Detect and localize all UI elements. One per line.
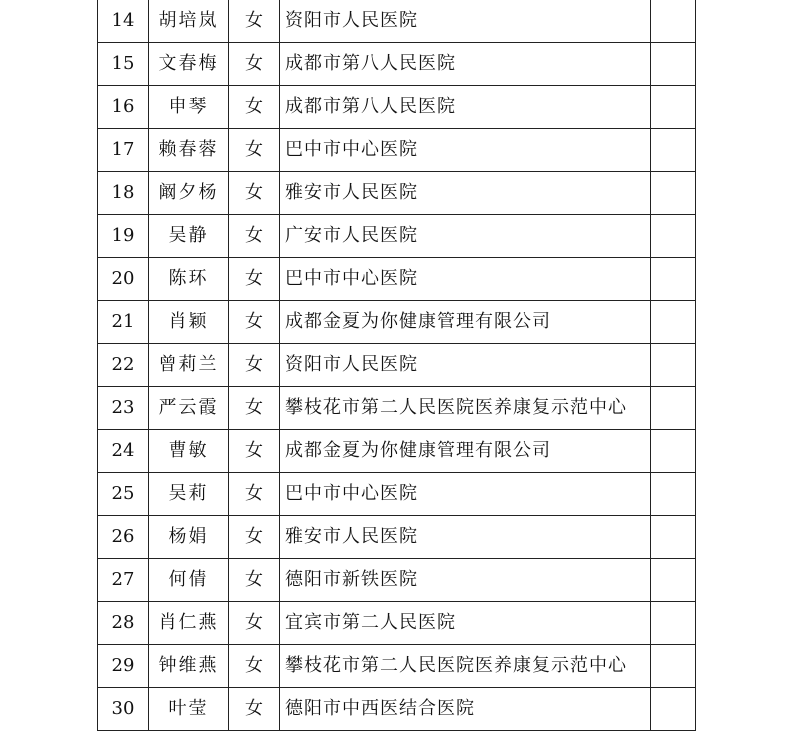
remarks-cell — [651, 0, 696, 43]
table-row — [98, 258, 696, 301]
remarks-cell — [651, 387, 696, 430]
person-name-cell: 吴静 — [149, 215, 229, 258]
table-row — [98, 301, 696, 344]
row-number-cell: 22 — [98, 344, 149, 387]
row-number-cell: 18 — [98, 172, 149, 215]
table-row — [98, 344, 696, 387]
table-row — [98, 516, 696, 559]
person-name-cell: 申琴 — [149, 86, 229, 129]
remarks-cell — [651, 301, 696, 344]
remarks-cell — [651, 43, 696, 86]
table-row — [98, 688, 696, 731]
gender-cell: 女 — [229, 215, 280, 258]
remarks-cell — [651, 215, 696, 258]
row-number-cell: 27 — [98, 559, 149, 602]
person-name-cell: 曾莉兰 — [149, 344, 229, 387]
organization-cell: 雅安市人民医院 — [280, 516, 651, 559]
row-number-cell: 26 — [98, 516, 149, 559]
organization-cell: 成都金夏为你健康管理有限公司 — [280, 301, 651, 344]
gender-cell: 女 — [229, 301, 280, 344]
row-number-cell: 21 — [98, 301, 149, 344]
table-row — [98, 559, 696, 602]
person-name-cell: 肖颖 — [149, 301, 229, 344]
organization-cell: 德阳市中西医结合医院 — [280, 688, 651, 731]
remarks-cell — [651, 86, 696, 129]
remarks-cell — [651, 258, 696, 301]
gender-cell: 女 — [229, 0, 280, 43]
gender-cell: 女 — [229, 430, 280, 473]
gender-cell: 女 — [229, 516, 280, 559]
gender-cell: 女 — [229, 129, 280, 172]
gender-cell: 女 — [229, 43, 280, 86]
person-name-cell: 何倩 — [149, 559, 229, 602]
gender-cell: 女 — [229, 344, 280, 387]
organization-cell: 德阳市新铁医院 — [280, 559, 651, 602]
row-number-cell: 20 — [98, 258, 149, 301]
table-row — [98, 129, 696, 172]
gender-cell: 女 — [229, 172, 280, 215]
row-number-cell: 15 — [98, 43, 149, 86]
gender-cell: 女 — [229, 473, 280, 516]
table-row — [98, 86, 696, 129]
row-number-cell: 28 — [98, 602, 149, 645]
remarks-cell — [651, 602, 696, 645]
person-name-cell: 肖仁燕 — [149, 602, 229, 645]
remarks-cell — [651, 430, 696, 473]
person-name-cell: 曹敏 — [149, 430, 229, 473]
row-number-cell: 30 — [98, 688, 149, 731]
gender-cell: 女 — [229, 86, 280, 129]
table-row — [98, 172, 696, 215]
row-number-cell: 25 — [98, 473, 149, 516]
organization-cell: 巴中市中心医院 — [280, 473, 651, 516]
row-number-cell: 17 — [98, 129, 149, 172]
remarks-cell — [651, 516, 696, 559]
table-row — [98, 645, 696, 688]
gender-cell: 女 — [229, 559, 280, 602]
row-number-cell: 14 — [98, 0, 149, 43]
person-name-cell: 阚夕杨 — [149, 172, 229, 215]
table-row — [98, 43, 696, 86]
organization-cell: 雅安市人民医院 — [280, 172, 651, 215]
person-name-cell: 严云霞 — [149, 387, 229, 430]
person-name-cell: 钟维燕 — [149, 645, 229, 688]
row-number-cell: 16 — [98, 86, 149, 129]
organization-cell: 广安市人民医院 — [280, 215, 651, 258]
person-name-cell: 赖春蓉 — [149, 129, 229, 172]
roster-table — [97, 0, 696, 731]
organization-cell: 攀枝花市第二人民医院医养康复示范中心 — [280, 645, 651, 688]
gender-cell: 女 — [229, 645, 280, 688]
gender-cell: 女 — [229, 387, 280, 430]
organization-cell: 成都金夏为你健康管理有限公司 — [280, 430, 651, 473]
organization-cell: 巴中市中心医院 — [280, 129, 651, 172]
row-number-cell: 23 — [98, 387, 149, 430]
gender-cell: 女 — [229, 688, 280, 731]
row-number-cell: 29 — [98, 645, 149, 688]
roster-table-container — [97, 0, 687, 731]
organization-cell: 成都市第八人民医院 — [280, 86, 651, 129]
person-name-cell: 文春梅 — [149, 43, 229, 86]
organization-cell: 资阳市人民医院 — [280, 344, 651, 387]
table-row — [98, 430, 696, 473]
remarks-cell — [651, 344, 696, 387]
table-row — [98, 387, 696, 430]
table-row — [98, 0, 696, 43]
gender-cell: 女 — [229, 258, 280, 301]
person-name-cell: 吴莉 — [149, 473, 229, 516]
organization-cell: 成都市第八人民医院 — [280, 43, 651, 86]
row-number-cell: 24 — [98, 430, 149, 473]
person-name-cell: 杨娟 — [149, 516, 229, 559]
organization-cell: 攀枝花市第二人民医院医养康复示范中心 — [280, 387, 651, 430]
organization-cell: 巴中市中心医院 — [280, 258, 651, 301]
table-row — [98, 473, 696, 516]
table-row — [98, 215, 696, 258]
remarks-cell — [651, 172, 696, 215]
row-number-cell: 19 — [98, 215, 149, 258]
person-name-cell: 胡培岚 — [149, 0, 229, 43]
remarks-cell — [651, 688, 696, 731]
organization-cell: 宜宾市第二人民医院 — [280, 602, 651, 645]
remarks-cell — [651, 473, 696, 516]
remarks-cell — [651, 645, 696, 688]
person-name-cell: 陈环 — [149, 258, 229, 301]
remarks-cell — [651, 559, 696, 602]
remarks-cell — [651, 129, 696, 172]
table-row — [98, 602, 696, 645]
roster-table-body — [98, 0, 696, 731]
gender-cell: 女 — [229, 602, 280, 645]
organization-cell: 资阳市人民医院 — [280, 0, 651, 43]
person-name-cell: 叶莹 — [149, 688, 229, 731]
